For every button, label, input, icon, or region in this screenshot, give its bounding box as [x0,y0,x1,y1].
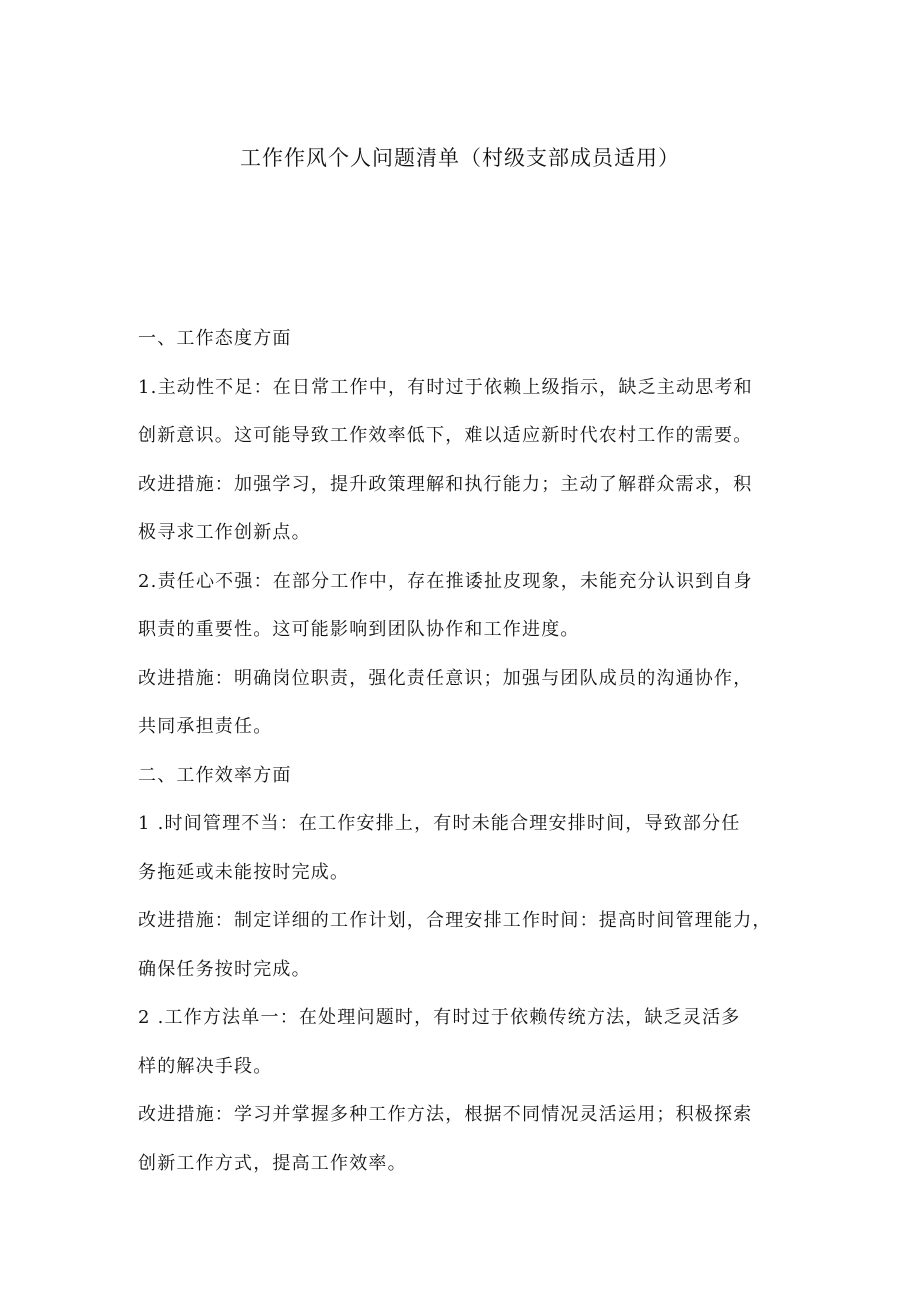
paragraph-line: 创新意识。这可能导致工作效率低下，难以适应新时代农村工作的需要。 [138,425,753,446]
paragraph-line: 改进措施：制定详细的工作计划，合理安排工作时间：提高时间管理能力， [138,910,772,931]
paragraph-line: 样的解决手段。 [138,1055,273,1077]
paragraph-line: 创新工作方式，提高工作效率。 [138,1152,407,1174]
document-body [138,315,798,1188]
paragraph-line: 1.主动性不足：在日常工作中，有时过于依赖上级指示，缺乏主动思考和 [138,376,753,398]
paragraph-line: 务拖延或未能按时完成。 [138,861,350,883]
paragraph-line: 改进措施：加强学习，提升政策理解和执行能力；主动了解群众需求，积 [138,473,753,495]
section-heading-work-attitude: 一、工作态度方面 [138,328,292,349]
paragraph-line: 极寻求工作创新点。 [138,522,311,543]
document-title: 工作作风个人问题清单（村级支部成员适用） [240,146,680,170]
paragraph-line: 改进措施：明确岗位职责，强化责任意识；加强与团队成员的沟通协作， [138,667,753,689]
paragraph-line: 2.责任心不强：在部分工作中，存在推诿扯皮现象，未能充分认识到自身 [138,570,753,592]
paragraph-line: 确保任务按时完成。 [138,958,311,980]
paragraph-line: 职责的重要性。这可能影响到团队协作和工作进度。 [138,619,580,640]
section-heading-work-efficiency: 二、工作效率方面 [138,764,292,786]
paragraph-line: 2 .工作方法单一：在处理问题时，有时过于依赖传统方法，缺乏灵活多 [138,1007,741,1028]
paragraph-line: 改进措施：学习并掌握多种工作方法，根据不同情况灵活运用；积极探索 [138,1104,753,1125]
paragraph-line: 1 .时间管理不当：在工作安排上，有时未能合理安排时间，导致部分任 [138,813,741,834]
paragraph-line: 共同承担责任。 [138,716,273,737]
